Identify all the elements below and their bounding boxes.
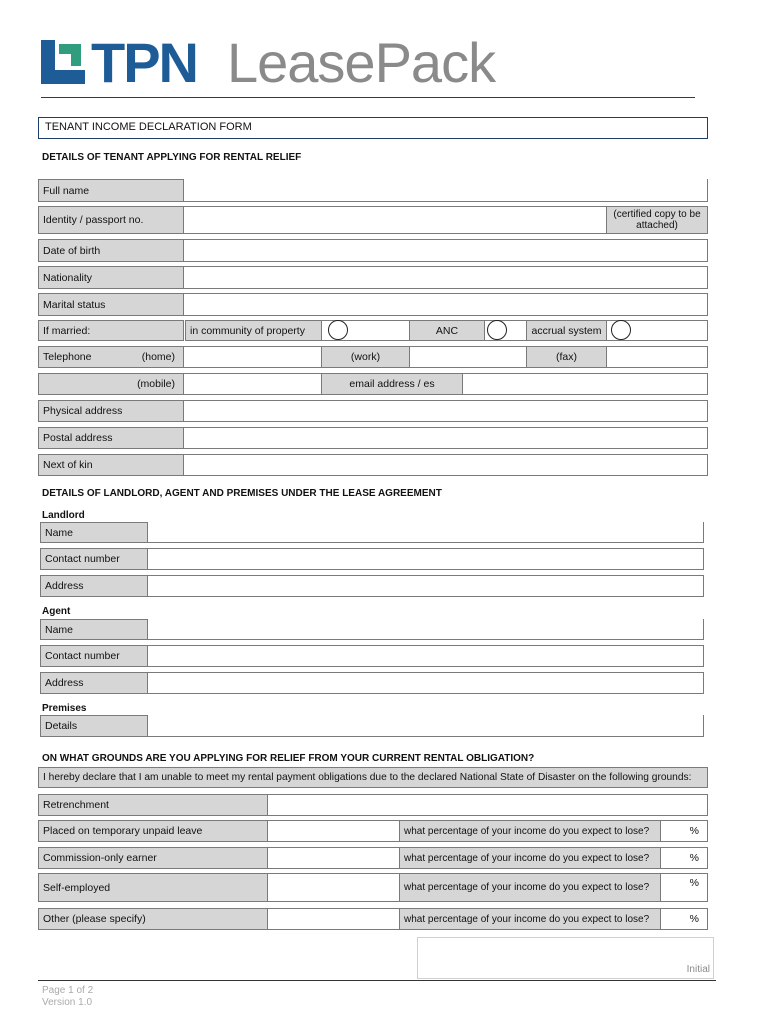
agent-address-field[interactable] (147, 672, 704, 694)
next-of-kin-label: Next of kin (38, 454, 184, 476)
next-of-kin-field[interactable] (183, 454, 708, 476)
community-radio[interactable] (328, 320, 348, 340)
certified-copy-note: (certified copy to be attached) (606, 206, 708, 234)
work-phone-field[interactable] (409, 346, 527, 368)
agent-address-label: Address (40, 672, 148, 694)
physical-address-label: Physical address (38, 400, 184, 422)
nationality-label: Nationality (38, 266, 184, 289)
initial-label: Initial (686, 964, 710, 975)
self-employed-percent-field[interactable] (660, 873, 708, 902)
premises-details-field[interactable] (147, 715, 704, 737)
id-number-label: Identity / passport no. (38, 206, 184, 234)
postal-address-field[interactable] (183, 427, 708, 449)
premises-subheading: Premises (42, 703, 87, 714)
tpn-logo (41, 31, 541, 94)
telephone-label: Telephone (43, 351, 92, 363)
landlord-contact-field[interactable] (147, 548, 704, 570)
dob-field[interactable] (183, 239, 708, 262)
physical-address-field[interactable] (183, 400, 708, 422)
agent-name-label: Name (40, 619, 148, 640)
fax-field[interactable] (606, 346, 708, 368)
other-field[interactable] (267, 908, 400, 930)
commission-label: Commission-only earner (38, 847, 268, 869)
header-divider (41, 97, 695, 98)
agent-name-field[interactable] (147, 619, 704, 640)
commission-question: what percentage of your income do you expect to lose? (399, 847, 661, 869)
percent-sign: % (689, 852, 699, 864)
initial-box[interactable] (417, 937, 714, 979)
postal-address-label: Postal address (38, 427, 184, 449)
declaration-statement: I hereby declare that I am unable to meet my rental payment obligations due to the declared National State of Disaster on the following grounds: (38, 767, 708, 788)
mobile-field[interactable] (183, 373, 322, 395)
full-name-label: Full name (38, 179, 184, 202)
accrual-radio[interactable] (611, 320, 631, 340)
percent-sign: % (689, 913, 699, 925)
marital-status-label: Marital status (38, 293, 184, 316)
fax-label: (fax) (526, 346, 607, 368)
landlord-address-field[interactable] (147, 575, 704, 597)
landlord-address-label: Address (40, 575, 148, 597)
other-label: Other (please specify) (38, 908, 268, 930)
landlord-name-label: Name (40, 522, 148, 543)
agent-contact-field[interactable] (147, 645, 704, 667)
nationality-field[interactable] (183, 266, 708, 289)
footer-divider (38, 980, 716, 981)
agent-subheading: Agent (42, 606, 71, 617)
form-title: TENANT INCOME DECLARATION FORM (45, 121, 252, 133)
home-label: (home) (141, 351, 175, 363)
email-field[interactable] (462, 373, 708, 395)
logo-mark-icon (41, 40, 85, 84)
id-number-field[interactable] (183, 206, 607, 234)
unpaid-leave-label: Placed on temporary unpaid leave (38, 820, 268, 842)
retrenchment-label: Retrenchment (38, 794, 268, 816)
self-employed-question: what percentage of your income do you expect to lose? (399, 873, 661, 902)
self-employed-field[interactable] (267, 873, 400, 902)
percent-sign: % (689, 825, 699, 837)
commission-percent-field[interactable] (660, 847, 708, 869)
tenant-heading: DETAILS OF TENANT APPLYING FOR RENTAL RELIEF (42, 152, 302, 163)
if-married-label: If married: (38, 320, 184, 341)
full-name-field[interactable] (183, 179, 708, 202)
grounds-heading: ON WHAT GROUNDS ARE YOU APPLYING FOR RELIEF FROM YOUR CURRENT RENTAL OBLIGATION? (42, 753, 535, 764)
other-question: what percentage of your income do you expect to lose? (399, 908, 661, 930)
percent-sign: % (689, 877, 699, 889)
marital-status-field[interactable] (183, 293, 708, 316)
unpaid-leave-question: what percentage of your income do you expect to lose? (399, 820, 661, 842)
logo-tpn-text: TPN (91, 31, 197, 94)
agent-contact-label: Contact number (40, 645, 148, 667)
retrenchment-field[interactable] (267, 794, 708, 816)
premises-details-label: Details (40, 715, 148, 737)
landlord-subheading: Landlord (42, 510, 85, 521)
dob-label: Date of birth (38, 239, 184, 262)
landlord-name-field[interactable] (147, 522, 704, 543)
home-phone-field[interactable] (183, 346, 322, 368)
version-number: Version 1.0 (42, 997, 93, 1008)
landlord-section-heading: DETAILS OF LANDLORD, AGENT AND PREMISES UNDER THE LEASE AGREEMENT (42, 488, 442, 499)
unpaid-leave-percent-field[interactable] (660, 820, 708, 842)
telephone-label-cell (38, 346, 184, 368)
form-title-box (38, 117, 708, 139)
mobile-label: (mobile) (38, 373, 184, 395)
other-percent-field[interactable] (660, 908, 708, 930)
email-label: email address / es (321, 373, 463, 395)
anc-radio[interactable] (487, 320, 507, 340)
self-employed-label: Self-employed (38, 873, 268, 902)
community-property-label: in community of property (185, 320, 322, 341)
landlord-contact-label: Contact number (40, 548, 148, 570)
anc-label: ANC (409, 320, 485, 341)
page-number: Page 1 of 2 (42, 985, 94, 996)
accrual-label: accrual system (526, 320, 607, 341)
logo-product-text: LeasePack (227, 31, 496, 94)
commission-field[interactable] (267, 847, 400, 869)
unpaid-leave-field[interactable] (267, 820, 400, 842)
work-label: (work) (321, 346, 410, 368)
